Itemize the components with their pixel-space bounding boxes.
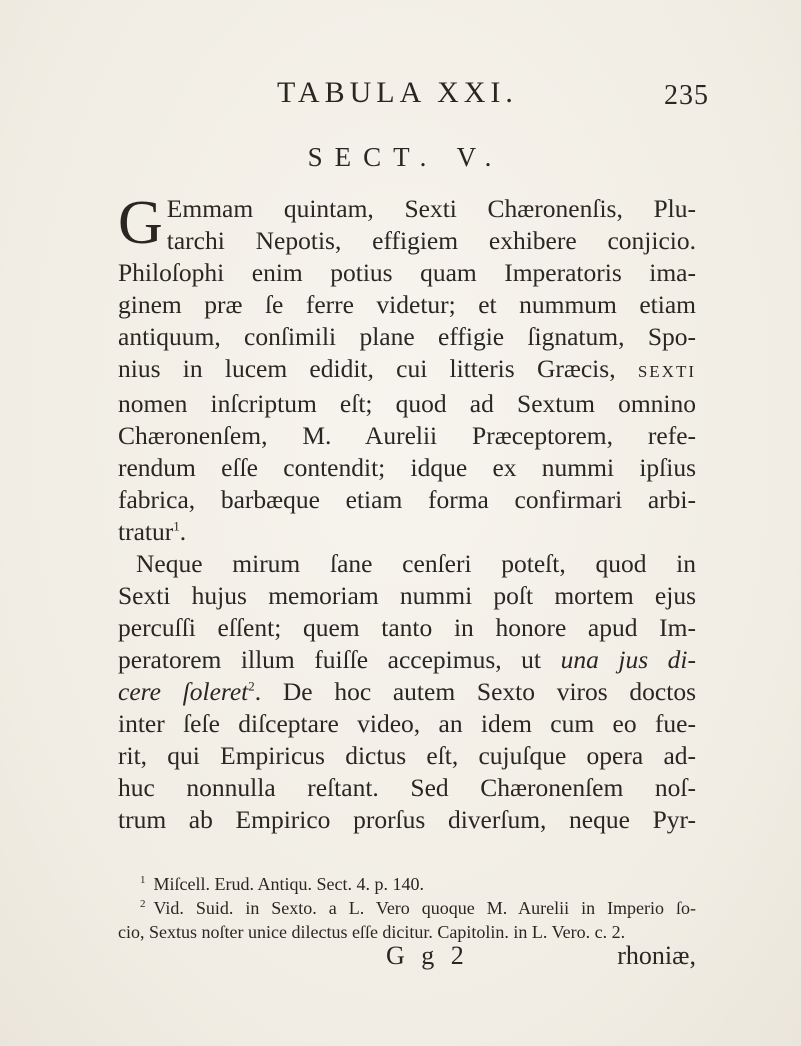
footnote-text: Miſcell. Erud. Antiqu. Sect. 4. p. 140. (153, 874, 424, 894)
text-line-part: tratur (118, 517, 174, 546)
footnote-marker: 2 (140, 898, 146, 910)
text-line: inter ſeſe diſceptare video, an idem cum eo fue- (118, 709, 696, 738)
running-title: TABULA XXI. (277, 76, 518, 109)
footnotes (118, 872, 696, 944)
footnote-ref[interactable]: 2 (248, 678, 255, 694)
paragraph-1 (118, 189, 696, 548)
running-head (0, 66, 801, 111)
footnote-ref[interactable]: 1 (173, 518, 180, 534)
text-line-part: peratorem illum fuiſſe accepimus, ut (118, 645, 561, 674)
text-line: antiquum, conſimili plane effigie ſignatum, Spo- (118, 322, 696, 351)
text-line: fabrica, barbæque etiam forma confirmari arbi- (118, 485, 696, 514)
paragraph-2 (118, 548, 696, 836)
text-line-part: . (179, 517, 187, 546)
text-line: ginem præ ſe ferre videtur; et nummum etiam (118, 290, 696, 319)
catchword: rhoniæ, (617, 941, 696, 970)
footnote-2-continued: cio, Sextus noſter unice dilectus eſſe dicitur. Capitolin. in L. Vero. c. 2. (118, 922, 626, 942)
text-line: trum ab Empirico prorſus diverſum, neque Pyr- (118, 805, 696, 834)
text-line: nomen inſcriptum eſt; quod ad Sextum omnino (118, 389, 696, 418)
text-line: huc nonnulla reſtant. Sed Chæronenſem noſ- (118, 773, 696, 802)
text-line: Sexti hujus memoriam nummi poſt mortem ejus (118, 581, 696, 610)
text-line: Emmam quintam, Sexti Chæronenſis, Plu- (166, 194, 696, 223)
italic-phrase: cere ſoleret (118, 677, 249, 706)
section-heading: SECT. V. (307, 142, 504, 172)
drop-cap: G (118, 189, 163, 257)
footnote-text: Vid. Suid. in Sexto. a L. Vero quoque M. Aurelii in Imperio ſo- (153, 898, 696, 918)
footnote-2 (118, 896, 696, 920)
page-number: 235 (664, 80, 709, 111)
signature-mark: G g 2 (386, 941, 469, 970)
body-text (118, 189, 696, 836)
footnote-marker: 1 (140, 874, 146, 886)
text-line: percuſſi eſſent; quem tanto in honore apud Im- (118, 613, 696, 642)
italic-phrase: una jus di- (560, 645, 696, 674)
text-line: tarchi Nepotis, effigiem exhibere conjicio. (166, 226, 696, 255)
text-line: Neque mirum ſane cenſeri poteſt, quod in (136, 549, 696, 578)
smallcaps-word: SEXTI (637, 362, 696, 381)
signature-row (118, 941, 696, 973)
text-line (118, 353, 696, 388)
text-line-part: nius in lucem edidit, cui litteris Græcis, (118, 354, 638, 383)
text-line: Chæronenſem, M. Aurelii Præceptorem, refe- (118, 421, 696, 450)
text-line (118, 644, 696, 676)
text-line-part: . De hoc autem Sexto viros doctos (254, 677, 696, 706)
text-line (118, 676, 696, 708)
text-line: rendum eſſe contendit; idque ex nummi ipſius (118, 453, 696, 482)
footnote-1 (118, 872, 696, 896)
text-line: Philoſophi enim potius quam Imperatoris ima- (118, 258, 696, 287)
text-line (118, 516, 696, 548)
text-line: rit, qui Empiricus dictus eſt, cujuſque opera ad- (118, 741, 696, 770)
